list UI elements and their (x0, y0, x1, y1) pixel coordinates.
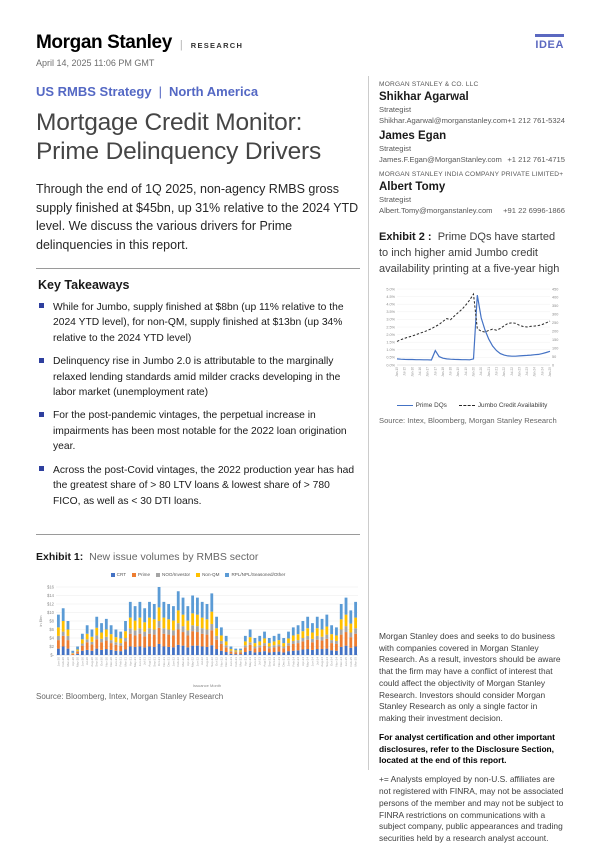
bullet-square-icon (39, 466, 44, 471)
analyst-role: Strategist (379, 195, 565, 204)
analyst-block (379, 91, 565, 125)
svg-text:Jan-24: Jan-24 (287, 657, 291, 667)
svg-text:2.5%: 2.5% (386, 325, 395, 329)
svg-text:$14: $14 (47, 593, 55, 598)
svg-text:$12: $12 (47, 601, 55, 606)
takeaway-text: For the post-pandemic vintages, the perpetual increase in impairments has been most notable for the 2022 loan origination year. (53, 410, 347, 452)
svg-text:Jul-18: Jul-18 (449, 367, 453, 376)
strategy-name[interactable]: US RMBS Strategy (36, 84, 152, 99)
svg-text:Jan-18: Jan-18 (441, 367, 445, 377)
svg-text:4.5%: 4.5% (386, 295, 395, 299)
svg-text:Jan-22: Jan-22 (171, 657, 175, 667)
svg-text:May-21: May-21 (133, 657, 137, 667)
logo-row (36, 32, 564, 54)
svg-text:Jan-23: Jan-23 (517, 367, 521, 377)
svg-text:Jan-24: Jan-24 (533, 367, 537, 377)
idea-badge[interactable]: IDEA (535, 34, 564, 51)
takeaway-item (38, 463, 358, 509)
svg-text:Jul-16: Jul-16 (418, 367, 422, 376)
svg-text:Jan-23: Jan-23 (229, 657, 233, 667)
key-takeaways-section (36, 269, 360, 521)
analyst-name: Shikhar Agarwal (379, 91, 565, 103)
svg-text:Jul-24: Jul-24 (540, 367, 544, 376)
analyst-phone: +91 22 6996-1866 (503, 206, 565, 215)
svg-text:Nov-24: Nov-24 (334, 657, 338, 667)
svg-text:Oct-20: Oct-20 (100, 657, 104, 666)
legend-item (397, 402, 447, 409)
disclosure-section (379, 631, 565, 845)
page-title: Mortgage Credit Monitor: Prime Delinquency Drivers (36, 109, 360, 167)
svg-text:Aug-24: Aug-24 (320, 657, 324, 667)
svg-text:Jun-24: Jun-24 (311, 657, 315, 667)
exhibit-2-legend (379, 402, 565, 409)
svg-text:Jul-17: Jul-17 (433, 367, 437, 376)
region-name: North America (169, 84, 258, 99)
svg-text:Jul-19: Jul-19 (464, 367, 468, 376)
svg-text:$4: $4 (49, 635, 54, 640)
svg-text:$2: $2 (49, 644, 54, 649)
content-columns (36, 76, 564, 770)
takeaway-item (38, 300, 358, 346)
svg-text:$6: $6 (49, 627, 54, 632)
strategy-separator: | (152, 84, 169, 99)
svg-text:Jul-22: Jul-22 (200, 657, 204, 666)
takeaway-text: Delinquency rise in Jumbo 2.0 is attributable to the marginally relaxed lending standards amid milder cracks developing in the labor market (unemployment rate) (53, 356, 340, 398)
svg-text:Jun-23: Jun-23 (253, 657, 257, 667)
svg-text:Jun-22: Jun-22 (195, 657, 199, 667)
svg-text:Apr-21: Apr-21 (128, 657, 132, 666)
svg-text:Jan-20: Jan-20 (472, 367, 476, 377)
svg-text:May-22: May-22 (191, 657, 195, 667)
disclosure-paragraph: += Analysts employed by non-U.S. affiliates are not registered with FINRA, may not be associated persons of the member and may not be subject to FINRA restrictions on communications with a subject company, public appearances and trading securities held by a research analyst account. (379, 774, 565, 845)
legend-swatch-icon (225, 573, 229, 577)
svg-text:Oct-21: Oct-21 (157, 657, 161, 666)
svg-text:Apr-20: Apr-20 (71, 657, 75, 666)
svg-text:4.0%: 4.0% (386, 302, 395, 306)
svg-text:3.0%: 3.0% (386, 318, 395, 322)
takeaway-item (38, 408, 358, 454)
exhibit-2-caption (379, 230, 565, 278)
svg-text:Jun-20: Jun-20 (80, 657, 84, 667)
svg-text:Jan-17: Jan-17 (426, 367, 430, 377)
svg-text:Feb-25: Feb-25 (349, 657, 353, 667)
svg-text:Dec-23: Dec-23 (282, 657, 286, 667)
svg-text:5.0%: 5.0% (386, 287, 395, 291)
svg-text:0.0%: 0.0% (386, 363, 395, 367)
legend-label: Prime (138, 572, 150, 577)
legend-label: NOO/Investor (162, 572, 190, 577)
svg-text:Jul-23: Jul-23 (525, 367, 529, 376)
svg-text:50: 50 (552, 355, 556, 359)
svg-text:Apr-22: Apr-22 (186, 657, 190, 666)
svg-text:Jul-20: Jul-20 (479, 367, 483, 376)
svg-text:Sep-22: Sep-22 (210, 657, 214, 667)
legend-swatch-icon (132, 573, 136, 577)
svg-text:Issuance Month: Issuance Month (193, 683, 221, 688)
legend-item (225, 572, 285, 577)
legend-line-swatch-icon (397, 405, 413, 406)
main-column (36, 76, 360, 770)
legend-item (156, 572, 190, 577)
svg-text:Mar-21: Mar-21 (124, 657, 128, 667)
exhibit-1-source: Source: Bloomberg, Intex, Morgan Stanley Research (36, 692, 360, 701)
intro-paragraph: Through the end of 1Q 2025, non-agency RMBS gross supply finished at $45bn, up 31% relative to the 2024 YTD level. We discuss the various drivers for Prime delinquencies in this report. (36, 180, 360, 255)
key-takeaways-list (38, 300, 358, 509)
svg-text:Jan-20: Jan-20 (56, 657, 60, 667)
disclosure-paragraph: Morgan Stanley does and seeks to do business with companies covered in Morgan Stanley Research. As a result, investors should be aware that the firm may have a conflict of interest that could affect the objectivity of Morgan Stanley Research. Investors should consider Morgan Stanley Research as only a single factor in making their investment decision. (379, 631, 565, 725)
svg-text:Jul-15: Jul-15 (403, 367, 407, 376)
svg-text:Oct-23: Oct-23 (272, 657, 276, 666)
svg-text:Feb-21: Feb-21 (119, 657, 123, 667)
svg-text:Nov-20: Nov-20 (104, 657, 108, 667)
svg-text:350: 350 (552, 304, 558, 308)
svg-text:Mar-25: Mar-25 (354, 657, 358, 667)
svg-text:Jul-22: Jul-22 (510, 367, 514, 376)
analyst-phone: +1 212 761-5324 (507, 116, 565, 125)
strategy-heading (36, 84, 360, 99)
svg-text:150: 150 (552, 338, 558, 342)
analyst-email[interactable]: James.F.Egan@MorganStanley.com (379, 155, 502, 164)
legend-line-swatch-icon (459, 405, 475, 406)
svg-text:in $bn: in $bn (38, 616, 43, 627)
report-header (0, 0, 600, 72)
svg-text:Nov-23: Nov-23 (277, 657, 281, 667)
takeaway-item (38, 354, 358, 400)
takeaway-text: Across the post-Covid vintages, the 2022 production year has had the greatest share of > 80 LTV loans & lowest share of > 780 FICO, as well as < 30 DTI loans. (53, 465, 354, 507)
svg-text:Dec-22: Dec-22 (224, 657, 228, 667)
disclosure-bold-paragraph: For analyst certification and other important disclosures, refer to the Disclosure Section, located at the end of this report. (379, 732, 565, 767)
svg-text:Dec-24: Dec-24 (339, 657, 343, 667)
bullet-square-icon (39, 412, 44, 417)
svg-text:Jan-25: Jan-25 (344, 657, 348, 667)
bullet-square-icon (39, 303, 44, 308)
analyst-contact-row (379, 116, 565, 125)
svg-text:Jul-23: Jul-23 (258, 657, 262, 666)
svg-text:0: 0 (552, 363, 554, 367)
legend-swatch-icon (156, 573, 160, 577)
svg-text:300: 300 (552, 312, 558, 316)
legend-swatch-icon (111, 573, 115, 577)
svg-text:Jan-25: Jan-25 (548, 367, 552, 377)
svg-text:Oct-24: Oct-24 (330, 657, 334, 666)
svg-text:Jul-20: Jul-20 (85, 657, 89, 666)
svg-text:Oct-22: Oct-22 (215, 657, 219, 666)
svg-text:May-24: May-24 (306, 657, 310, 667)
analyst-contact-row (379, 155, 565, 164)
svg-text:Jan-16: Jan-16 (410, 367, 414, 377)
divider-bottom (36, 534, 360, 535)
firm-name: MORGAN STANLEY INDIA COMPANY PRIVATE LIMITED+ (379, 171, 565, 178)
key-takeaways-title: Key Takeaways (38, 278, 358, 292)
svg-text:Aug-20: Aug-20 (90, 657, 94, 667)
svg-text:1.0%: 1.0% (386, 348, 395, 352)
legend-label: Jumbo Credit Availability (478, 402, 548, 409)
svg-text:Sep-20: Sep-20 (95, 657, 99, 667)
svg-text:Jan-22: Jan-22 (502, 367, 506, 377)
svg-text:Mar-20: Mar-20 (66, 657, 70, 667)
svg-text:Feb-23: Feb-23 (234, 657, 238, 667)
firm-name: MORGAN STANLEY & CO. LLC (379, 81, 565, 88)
exhibit-2-title: Prime DQs have started to inch higher amid Jumbo credit availability printing at a five-year high (379, 231, 559, 275)
svg-text:Mar-23: Mar-23 (239, 657, 243, 667)
report-date: April 14, 2025 11:06 PM GMT (36, 58, 564, 68)
svg-text:Jul-21: Jul-21 (143, 657, 147, 666)
svg-text:Sep-24: Sep-24 (325, 657, 329, 667)
svg-text:Mar-22: Mar-22 (181, 657, 185, 667)
legend-label: Non-QM (202, 572, 219, 577)
analyst-contact-row (379, 206, 565, 215)
exhibit-2-source: Source: Intex, Bloomberg, Morgan Stanley Research (379, 416, 565, 425)
svg-text:$16: $16 (47, 584, 55, 589)
svg-text:250: 250 (552, 321, 558, 325)
morgan-stanley-logo: Morgan Stanley (36, 32, 172, 54)
svg-text:$8: $8 (49, 618, 54, 623)
svg-text:Apr-24: Apr-24 (301, 657, 305, 666)
svg-text:Aug-22: Aug-22 (205, 657, 209, 667)
legend-label: Prime DQs (416, 402, 447, 409)
exhibit-2 (379, 230, 565, 425)
svg-text:100: 100 (552, 346, 558, 350)
svg-text:Jan-21: Jan-21 (487, 367, 491, 377)
svg-text:Feb-22: Feb-22 (176, 657, 180, 667)
legend-item (111, 572, 126, 577)
svg-text:May-23: May-23 (248, 657, 252, 667)
svg-text:Jan-15: Jan-15 (395, 367, 399, 377)
analyst-name: James Egan (379, 130, 565, 142)
svg-text:Nov-21: Nov-21 (162, 657, 166, 667)
svg-text:Feb-24: Feb-24 (291, 657, 295, 667)
legend-item (459, 402, 548, 409)
svg-text:3.5%: 3.5% (386, 310, 395, 314)
svg-text:Jul-21: Jul-21 (495, 367, 499, 376)
bullet-square-icon (39, 358, 44, 363)
svg-text:Jun-21: Jun-21 (138, 657, 142, 667)
exhibit-1-title: New issue volumes by RMBS sector (89, 551, 258, 563)
svg-text:Jan-21: Jan-21 (114, 657, 118, 667)
exhibit-2-chart (379, 284, 565, 400)
svg-text:$10: $10 (47, 610, 55, 615)
svg-text:0.5%: 0.5% (386, 356, 395, 360)
svg-text:Feb-20: Feb-20 (61, 657, 65, 667)
analyst-role: Strategist (379, 105, 565, 114)
exhibit-1-caption (36, 551, 360, 563)
svg-text:200: 200 (552, 329, 558, 333)
exhibit-1 (36, 551, 360, 701)
svg-text:Dec-20: Dec-20 (109, 657, 113, 667)
analyst-block (379, 181, 565, 215)
svg-text:May-20: May-20 (76, 657, 80, 667)
analyst-email[interactable]: Albert.Tomy@morganstanley.com (379, 206, 493, 215)
legend-item (132, 572, 150, 577)
analyst-role: Strategist (379, 144, 565, 153)
exhibit-1-chart (36, 577, 360, 689)
svg-text:Aug-23: Aug-23 (263, 657, 267, 667)
svg-text:1.5%: 1.5% (386, 340, 395, 344)
takeaway-text: While for Jumbo, supply finished at $8bn (up 11% relative to the 2024 YTD level), for non-QM, supply finished at $13bn (up 34% relative to the 2024 YTD level) (53, 302, 344, 344)
analyst-name: Albert Tomy (379, 181, 565, 193)
svg-text:Dec-21: Dec-21 (167, 657, 171, 667)
svg-text:400: 400 (552, 296, 558, 300)
svg-text:$-: $- (50, 652, 54, 657)
legend-label: RPL/NPL/Seasoned/Other (231, 572, 285, 577)
legend-swatch-icon (196, 573, 200, 577)
svg-text:2.0%: 2.0% (386, 333, 395, 337)
logo-separator: | (180, 39, 183, 51)
svg-text:Nov-22: Nov-22 (219, 657, 223, 667)
analyst-block (379, 130, 565, 164)
svg-text:Sep-21: Sep-21 (152, 657, 156, 667)
exhibit-2-label: Exhibit 2 : (379, 231, 432, 243)
legend-item (196, 572, 219, 577)
svg-text:Apr-23: Apr-23 (243, 657, 247, 666)
analyst-email[interactable]: Shikhar.Agarwal@morganstanley.com (379, 116, 507, 125)
svg-text:Aug-21: Aug-21 (148, 657, 152, 667)
exhibit-1-label: Exhibit 1: (36, 551, 83, 563)
legend-label: CRT (117, 572, 126, 577)
svg-text:Mar-24: Mar-24 (296, 657, 300, 667)
svg-text:Jul-24: Jul-24 (315, 657, 319, 666)
svg-text:Jan-19: Jan-19 (456, 367, 460, 377)
svg-text:450: 450 (552, 287, 558, 291)
research-label: RESEARCH (191, 41, 244, 50)
analyst-phone: +1 212 761-4715 (507, 155, 565, 164)
svg-text:Sep-23: Sep-23 (267, 657, 271, 667)
sidebar-column (368, 76, 565, 770)
